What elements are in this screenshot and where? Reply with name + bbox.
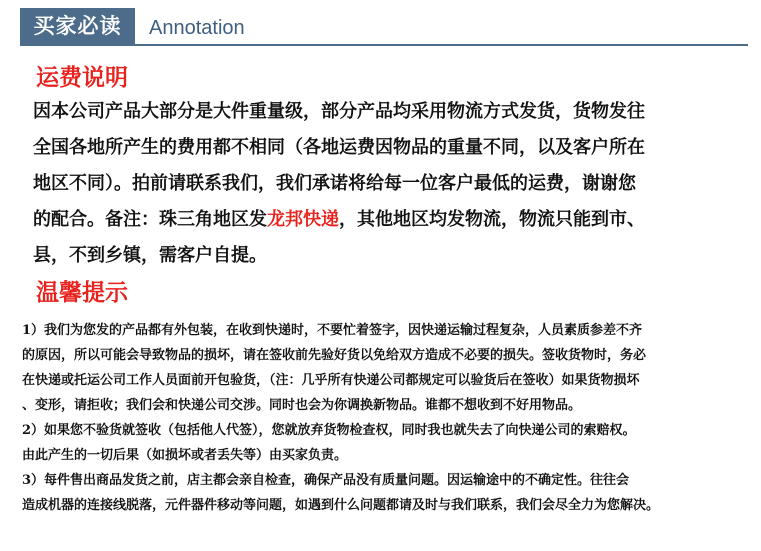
tips-line: 、变形，请拒收；我们会和快递公司交涉。同时也会为你调换新物品。谁都不想收到不好用物品。: [22, 398, 582, 413]
shipping-line: 地区不同）。拍前请联系我们，我们承诺将给每一位客户最低的运费，谢谢您: [33, 173, 636, 194]
header-divider: [20, 44, 748, 46]
tips-line: 在快递或托运公司工作人员面前开包验货，（注：几乎所有快递公司都规定可以验货后在签收）如果货物损坏: [22, 373, 640, 388]
shipping-line-text: 的配合。备注：珠三角地区发: [33, 209, 267, 230]
shipping-line-text: ，其他地区均发物流，物流只能到市、: [339, 209, 645, 230]
tips-description: [22, 318, 752, 518]
tips-line: 的原因，所以可能会导致物品的损坏，请在签收前先验好货以免给双方造成不必要的损失。签收货物时，务必: [22, 348, 647, 363]
shipping-line: [33, 202, 743, 238]
tips-line: 3）每件售出商品发货之前，店主都会亲自检查，确保产品没有质量问题。因运输途中的不确定性。往往会: [22, 473, 630, 488]
tips-title: 温馨提示: [36, 280, 128, 306]
courier-name-highlight: 龙邦快递: [267, 209, 339, 230]
shipping-description: [33, 94, 743, 274]
shipping-title: 运费说明: [36, 65, 128, 91]
shipping-line: 县，不到乡镇，需客户自提。: [33, 245, 267, 266]
tips-line: 由此产生的一切后果（如损坏或者丢失等）由买家负责。: [22, 448, 348, 463]
annotation-label: Annotation: [149, 17, 245, 39]
tips-line: 造成机器的连接线脱落，元件器件移动等问题，如遇到什么问题都请及时与我们联系，我们会尽全力为您解决。: [22, 498, 660, 513]
shipping-line: 全国各地所产生的费用都不相同（各地运费因物品的重量不同，以及客户所在: [33, 137, 645, 158]
tips-line: 1）我们为您发的产品都有外包装，在收到快递时，不要忙着签字，因快递运输过程复杂，人员素质参差不齐: [22, 323, 643, 338]
tips-line: 2）如果您不验货就签收（包括他人代签），您就放弃货物检查权，同时我也就失去了向快递公司的索赔权。: [22, 423, 636, 438]
buyer-must-read-tag: 买家必读: [20, 8, 135, 44]
shipping-line: 因本公司产品大部分是大件重量级，部分产品均采用物流方式发货，货物发往: [33, 101, 645, 122]
section-header: [20, 8, 748, 46]
